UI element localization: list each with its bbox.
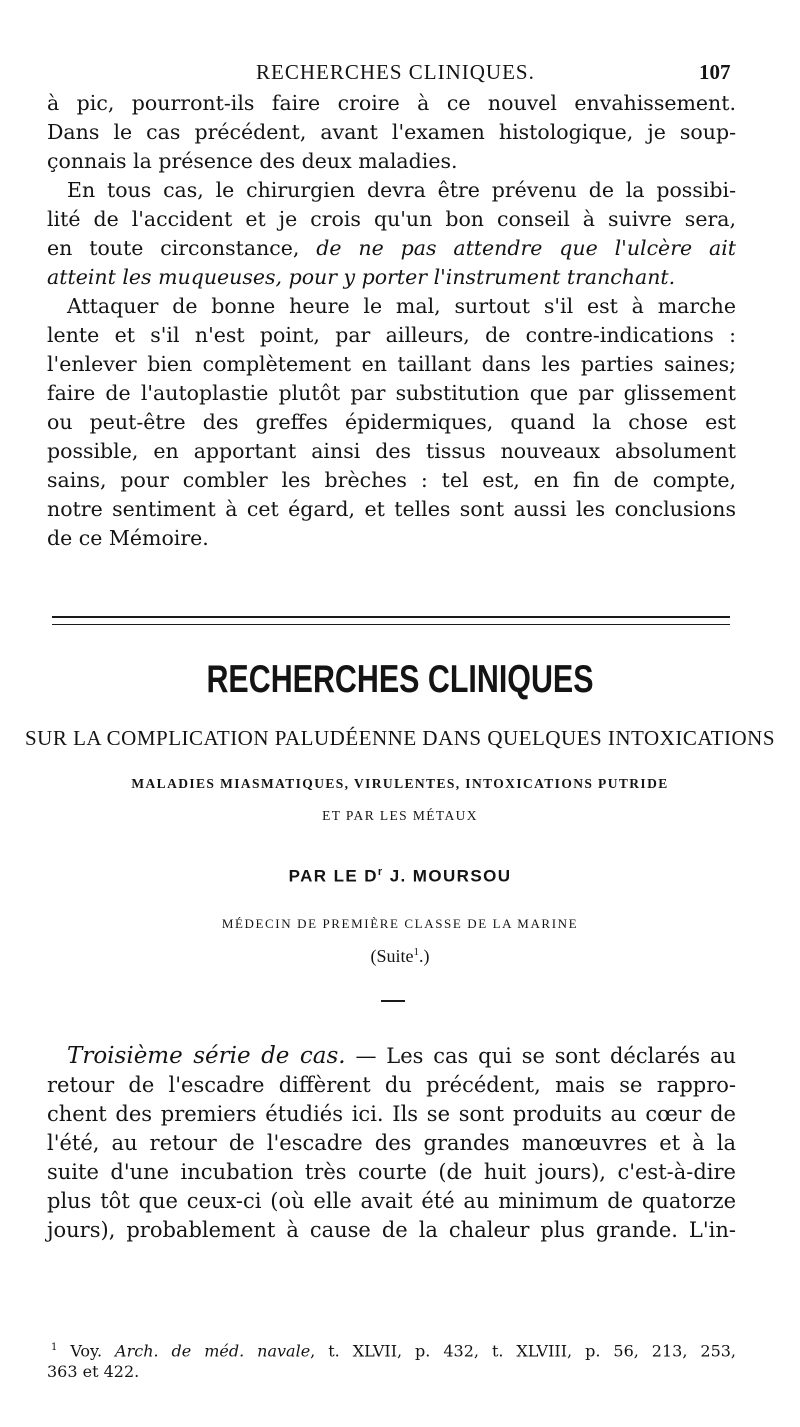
- text-segment: , t. XLVII, p. 432, t. XLVIII, p. 56, 213, 253,: [310, 1341, 737, 1361]
- footnote-line: [47, 1336, 736, 1360]
- text-line: Attaquer de bonne heure le mal, surtout s'il est à marche: [67, 294, 736, 318]
- text-line: lente et s'il n'est point, par ailleurs, de contre-indications :: [47, 323, 736, 347]
- article-subtitle-tertiary: ET PAR LES MÉTAUX: [322, 808, 478, 823]
- text-line: faire de l'autoplastie plutôt par substitution que par glissement: [47, 381, 736, 405]
- short-divider: [381, 1000, 405, 1002]
- text-line: l'été, au retour de l'escadre des grandes manœuvres et à la: [47, 1131, 736, 1155]
- text-line: Dans le cas précédent, avant l'examen histologique, je soup-: [47, 120, 736, 144]
- text-line: [47, 263, 736, 292]
- text-line: plus tôt que ceux-ci (où elle avait été au minimum de quatorze: [47, 1189, 736, 1213]
- text-line: [47, 234, 736, 263]
- article-title: RECHERCHES CLINIQUES: [206, 658, 594, 701]
- text-segment: en toute circonstance,: [47, 236, 317, 260]
- article-author: [0, 866, 800, 887]
- suite-close: .): [419, 946, 430, 966]
- page-number: 107: [699, 60, 731, 84]
- text-line: suite d'une incubation très courte (de huit jours), c'est-à-dire: [47, 1160, 736, 1184]
- footnote-ref: 1: [413, 946, 419, 958]
- emphasis-text: atteint les muqueuses, pour y porter l'instrument tranchant.: [47, 265, 676, 289]
- text-segment: Voy.: [57, 1341, 116, 1361]
- continuation-note: [0, 946, 800, 967]
- text-line: de ce Mémoire.: [47, 526, 209, 550]
- text-line: En tous cas, le chirurgien devra être prévenu de la possibi-: [67, 178, 736, 202]
- section-heading-line: [47, 1042, 736, 1071]
- article-subtitle: SUR LA COMPLICATION PALUDÉENNE DANS QUELQUES INTOXICATIONS: [24, 726, 776, 750]
- footnote-marker: 1: [51, 1342, 58, 1353]
- text-line: à pic, pourront-ils faire croire à ce nouvel envahissement.: [47, 91, 736, 115]
- running-head: [0, 60, 800, 90]
- section-divider: [52, 616, 730, 625]
- footnote-line: 363 et 422.: [47, 1362, 140, 1381]
- text-line: possible, en apportant ainsi des tissus nouveaux absolument: [47, 439, 736, 463]
- section-heading: Troisième série de cas.: [67, 1043, 346, 1069]
- text-line: çonnais la présence des deux maladies.: [47, 149, 458, 173]
- suite-text: (Suite: [370, 946, 414, 966]
- section-body: [47, 1042, 736, 1245]
- text-line: chent des premiers étudiés ici. Ils se sont produits au cœur de: [47, 1102, 736, 1126]
- article-subtitle-secondary: MALADIES MIASMATIQUES, VIRULENTES, INTOXICATIONS PUTRIDE: [131, 776, 669, 791]
- text-line: retour de l'escadre diffèrent du précédent, mais se rappro-: [47, 1073, 736, 1097]
- running-head-title: RECHERCHES CLINIQUES.: [256, 60, 535, 84]
- text-line: notre sentiment à cet égard, et telles sont aussi les conclusions: [47, 497, 736, 521]
- text-line: jours), probablement à cause de la chaleur plus grande. L'in-: [47, 1218, 736, 1242]
- text-line: sains, pour combler les brèches : tel est, en fin de compte,: [47, 468, 736, 492]
- author-prefix: PAR LE D: [288, 866, 378, 886]
- author-superscript: r: [377, 866, 384, 878]
- text-line: lité de l'accident et je crois qu'un bon conseil à suivre sera,: [47, 207, 736, 231]
- journal-title: Arch. de méd. navale: [115, 1341, 311, 1361]
- author-position: MÉDECIN DE PREMIÈRE CLASSE DE LA MARINE: [221, 916, 579, 931]
- footnote: [47, 1336, 736, 1384]
- closing-paragraphs: [47, 89, 736, 553]
- emphasis-text: de ne pas attendre que l'ulcère ait: [316, 236, 737, 260]
- text-line: ou peut-être des greffes épidermiques, quand la chose est: [47, 410, 736, 434]
- text-line: l'enlever bien complètement en taillant dans les parties saines;: [47, 352, 736, 376]
- text-segment: — Les cas qui se sont déclarés au: [345, 1044, 736, 1068]
- author-name: J. MOURSOU: [383, 866, 512, 886]
